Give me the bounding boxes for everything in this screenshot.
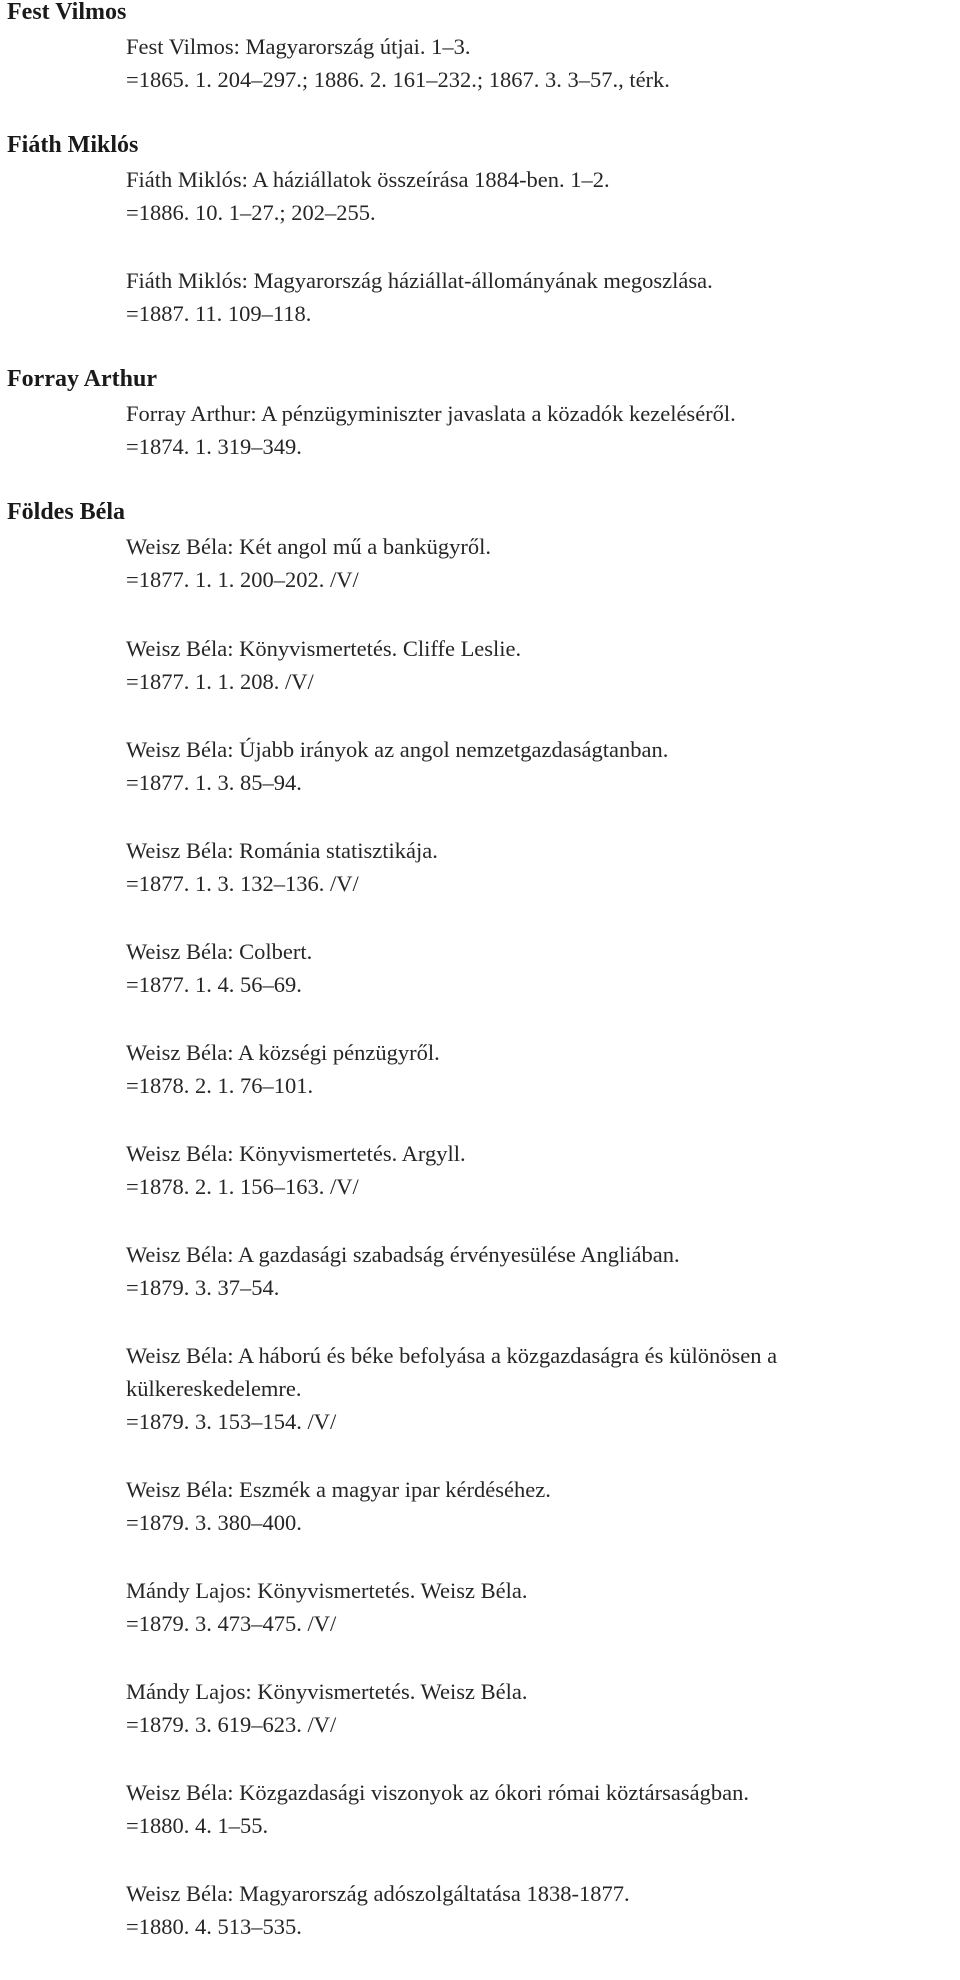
entry-reference: =1879. 3. 153–154. /V/ <box>126 1409 337 1434</box>
bibliography-entry <box>126 632 956 698</box>
bibliography-entry <box>126 397 956 463</box>
bibliography-entry <box>126 834 956 900</box>
entry-reference: =1878. 2. 1. 76–101. <box>126 1073 314 1098</box>
bibliography-entry <box>126 30 956 96</box>
author-heading: Forray Arthur <box>7 366 157 392</box>
entry-title: Weisz Béla: A községi pénzügyről. <box>126 1040 440 1065</box>
bibliography-entry <box>126 264 956 330</box>
entry-title: Weisz Béla: A háború és béke befolyása a közgazdaságra és különösen a <box>126 1343 778 1368</box>
entry-title: Weisz Béla: Két angol mű a bankügyről. <box>126 534 491 559</box>
entry-title: Weisz Béla: Újabb irányok az angol nemzetgazdaságtanban. <box>126 737 669 762</box>
entry-reference: =1879. 3. 380–400. <box>126 1510 302 1535</box>
entry-title: Fest Vilmos: Magyarország útjai. 1–3. <box>126 34 471 59</box>
entry-title: Forray Arthur: A pénzügyminiszter javaslata a közadók kezeléséről. <box>126 401 736 426</box>
entry-reference: =1874. 1. 319–349. <box>126 434 302 459</box>
author-heading: Földes Béla <box>7 499 125 525</box>
bibliography-entry <box>126 163 956 229</box>
entry-reference: =1877. 1. 1. 208. /V/ <box>126 669 314 694</box>
entry-reference: =1865. 1. 204–297.; 1886. 2. 161–232.; 1867. 3. 3–57., térk. <box>126 67 670 92</box>
entry-title: Weisz Béla: Könyvismertetés. Argyll. <box>126 1141 466 1166</box>
bibliography-entry <box>126 1137 956 1203</box>
bibliography-entry <box>126 1776 956 1842</box>
entry-title: Weisz Béla: Colbert. <box>126 939 313 964</box>
bibliography-entry <box>126 530 956 596</box>
entry-reference: =1878. 2. 1. 156–163. /V/ <box>126 1174 359 1199</box>
entry-reference: =1877. 1. 4. 56–69. <box>126 972 302 997</box>
entry-title: Weisz Béla: Könyvismertetés. Cliffe Leslie. <box>126 636 522 661</box>
entry-reference: =1879. 3. 619–623. /V/ <box>126 1712 337 1737</box>
author-heading: Fest Vilmos <box>7 0 127 25</box>
bibliography-entry <box>126 1675 956 1741</box>
entry-title: Mándy Lajos: Könyvismertetés. Weisz Béla. <box>126 1578 528 1603</box>
entry-title: Weisz Béla: Eszmék a magyar ipar kérdéséhez. <box>126 1477 551 1502</box>
bibliography-entry <box>126 1339 956 1438</box>
entry-title: Weisz Béla: Románia statisztikája. <box>126 838 438 863</box>
entry-title: Weisz Béla: Magyarország adószolgáltatása 1838-1877. <box>126 1881 630 1906</box>
entry-title: Fiáth Miklós: A háziállatok összeírása 1884-ben. 1–2. <box>126 167 610 192</box>
entry-reference: =1877. 1. 3. 85–94. <box>126 770 302 795</box>
entry-title: Weisz Béla: Közgazdasági viszonyok az ókori római köztársaságban. <box>126 1780 749 1805</box>
entry-reference: =1879. 3. 37–54. <box>126 1275 280 1300</box>
entry-title-continued: külkereskedelemre. <box>126 1376 302 1401</box>
entry-reference: =1877. 1. 3. 132–136. /V/ <box>126 871 359 896</box>
entry-reference: =1886. 10. 1–27.; 202–255. <box>126 200 376 225</box>
author-heading: Fiáth Miklós <box>7 132 139 158</box>
entry-reference: =1879. 3. 473–475. /V/ <box>126 1611 337 1636</box>
bibliography-entry <box>126 733 956 799</box>
entry-title: Weisz Béla: A gazdasági szabadság érvényesülése Angliában. <box>126 1242 680 1267</box>
bibliography-entry <box>126 1036 956 1102</box>
bibliography-entry <box>126 1473 956 1539</box>
bibliography-entry <box>126 1574 956 1640</box>
entry-title: Fiáth Miklós: Magyarország háziállat-állományának megoszlása. <box>126 268 713 293</box>
entry-reference: =1877. 1. 1. 200–202. /V/ <box>126 567 359 592</box>
entry-reference: =1880. 4. 1–55. <box>126 1813 269 1838</box>
bibliography-entry <box>126 1877 956 1943</box>
entry-title: Mándy Lajos: Könyvismertetés. Weisz Béla. <box>126 1679 528 1704</box>
bibliography-entry <box>126 1238 956 1304</box>
bibliography-entry <box>126 935 956 1001</box>
entry-reference: =1880. 4. 513–535. <box>126 1914 302 1939</box>
entry-reference: =1887. 11. 109–118. <box>126 301 312 326</box>
